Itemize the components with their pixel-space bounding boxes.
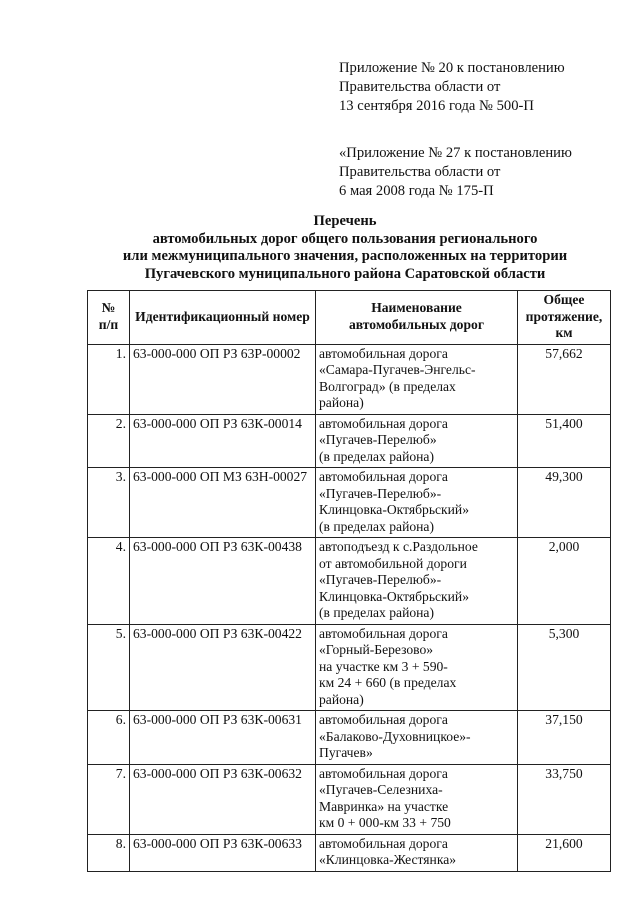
header-number xyxy=(88,291,130,345)
road-length: 51,400 xyxy=(518,414,611,468)
road-name-line: км 0 + 000-км 33 + 750 xyxy=(319,815,451,830)
header-length xyxy=(518,291,611,345)
road-length: 5,300 xyxy=(518,624,611,711)
header-identifier xyxy=(130,291,316,345)
road-identifier: 63-000-000 ОП РЗ 63К-00014 xyxy=(130,414,316,468)
header-line: № xyxy=(101,300,116,316)
row-number: 7. xyxy=(88,764,130,834)
header-line: Наименование xyxy=(371,300,462,316)
road-name-line: района) xyxy=(319,395,364,410)
road-name-line: «Балаково-Духовницкое»- xyxy=(319,728,471,744)
table-row xyxy=(88,764,611,834)
table-row xyxy=(88,414,611,468)
road-name-line: автомобильная дорога xyxy=(319,712,448,727)
row-number: 1. xyxy=(88,344,130,414)
road-identifier: 63-000-000 ОП РЗ 63К-00632 xyxy=(130,764,316,834)
quoted-attachment-reference xyxy=(339,144,572,201)
attachment-reference xyxy=(339,59,565,116)
table-row xyxy=(88,468,611,538)
title-line: Пугачевского муниципального района Саратовской области xyxy=(144,265,546,282)
road-name-line: Мавринка» на участке xyxy=(319,798,449,814)
road-identifier: 63-000-000 ОП МЗ 63Н-00027 xyxy=(130,468,316,538)
road-name-line: «Пугачев-Перелюб»- xyxy=(319,572,442,587)
row-number: 6. xyxy=(88,711,130,765)
document-title xyxy=(80,213,610,283)
road-name xyxy=(316,834,518,871)
header-line: автомобильных дорог xyxy=(348,316,484,332)
roads-table xyxy=(87,290,611,872)
road-name-line: автомобильная дорога xyxy=(319,415,448,431)
road-name-line: (в пределах района) xyxy=(319,518,434,534)
quoted-attachment-line: 6 мая 2008 года № 175-П xyxy=(339,183,494,199)
header-line: км xyxy=(555,325,573,340)
table-row xyxy=(88,711,611,765)
road-identifier: 63-000-000 ОП РЗ 63К-00422 xyxy=(130,624,316,711)
road-name xyxy=(316,414,518,468)
road-name-line: «Самара-Пугачев-Энгельс- xyxy=(319,362,476,377)
table-row xyxy=(88,538,611,625)
road-name-line: автомобильная дорога xyxy=(319,345,448,361)
table-body xyxy=(88,344,611,871)
road-length: 2,000 xyxy=(518,538,611,625)
road-name xyxy=(316,468,518,538)
table-row xyxy=(88,624,611,711)
row-number: 5. xyxy=(88,624,130,711)
row-number: 2. xyxy=(88,414,130,468)
table-row xyxy=(88,344,611,414)
road-name-line: (в пределах района) xyxy=(319,448,434,464)
header-line: протяжение, xyxy=(525,308,603,324)
attachment-line: Правительства области от xyxy=(339,79,501,95)
attachment-line: Приложение № 20 к постановлению xyxy=(339,60,565,76)
road-name-line: «Пугачев-Перелюб» xyxy=(319,432,437,447)
road-name-line: Волгоград» (в пределах xyxy=(319,378,456,394)
road-name-line: района) xyxy=(319,691,364,707)
table-row xyxy=(88,834,611,871)
header-line: Общее xyxy=(543,292,585,307)
title-line: автомобильных дорог общего пользования регионального xyxy=(152,230,538,247)
road-identifier: 63-000-000 ОП РЗ 63К-00631 xyxy=(130,711,316,765)
title-line: или межмуниципального значения, расположенных на территории xyxy=(122,248,568,264)
road-name-line: «Пугачев-Перелюб»- xyxy=(319,485,442,501)
road-length: 37,150 xyxy=(518,711,611,765)
header-line: Идентификационный номер xyxy=(135,308,310,324)
road-name-line: (в пределах района) xyxy=(319,605,434,620)
title-line: Перечень xyxy=(313,213,377,229)
quoted-attachment-line: «Приложение № 27 к постановлению xyxy=(339,145,572,161)
table-header-row xyxy=(88,291,611,345)
road-name-line: км 24 + 660 (в пределах xyxy=(319,675,457,690)
road-name-line: Клинцовка-Октябрьский» xyxy=(319,502,470,517)
row-number: 3. xyxy=(88,468,130,538)
road-name xyxy=(316,711,518,765)
road-length: 49,300 xyxy=(518,468,611,538)
road-name xyxy=(316,624,518,711)
road-name-line: Клинцовка-Октябрьский» xyxy=(319,588,470,604)
road-identifier: 63-000-000 ОП РЗ 63К-00633 xyxy=(130,834,316,871)
row-number: 8. xyxy=(88,834,130,871)
road-name-line: «Горный-Березово» xyxy=(319,642,434,657)
road-name-line: от автомобильной дороги xyxy=(319,555,467,571)
road-length: 33,750 xyxy=(518,764,611,834)
road-name-line: автомобильная дорога xyxy=(319,625,448,641)
road-name xyxy=(316,344,518,414)
road-name-line: автоподъезд к с.Раздольное xyxy=(319,539,478,554)
road-name-line: на участке км 3 + 590- xyxy=(319,658,448,674)
row-number: 4. xyxy=(88,538,130,625)
attachment-line: 13 сентября 2016 года № 500-П xyxy=(339,98,534,114)
road-name-line: «Клинцовка-Жестянка» xyxy=(319,852,457,867)
road-identifier: 63-000-000 ОП РЗ 63К-00438 xyxy=(130,538,316,625)
road-name xyxy=(316,538,518,625)
road-name-line: автомобильная дорога xyxy=(319,469,448,484)
header-line: п/п xyxy=(98,316,119,332)
road-name-line: Пугачев» xyxy=(319,745,373,760)
road-identifier: 63-000-000 ОП РЗ 63Р-00002 xyxy=(130,344,316,414)
road-name-line: «Пугачев-Селезниха- xyxy=(319,782,443,797)
road-name-line: автомобильная дорога xyxy=(319,835,448,851)
road-name xyxy=(316,764,518,834)
road-length: 21,600 xyxy=(518,834,611,871)
road-length: 57,662 xyxy=(518,344,611,414)
header-road-name xyxy=(316,291,518,345)
quoted-attachment-line: Правительства области от xyxy=(339,164,501,180)
road-name-line: автомобильная дорога xyxy=(319,765,448,781)
